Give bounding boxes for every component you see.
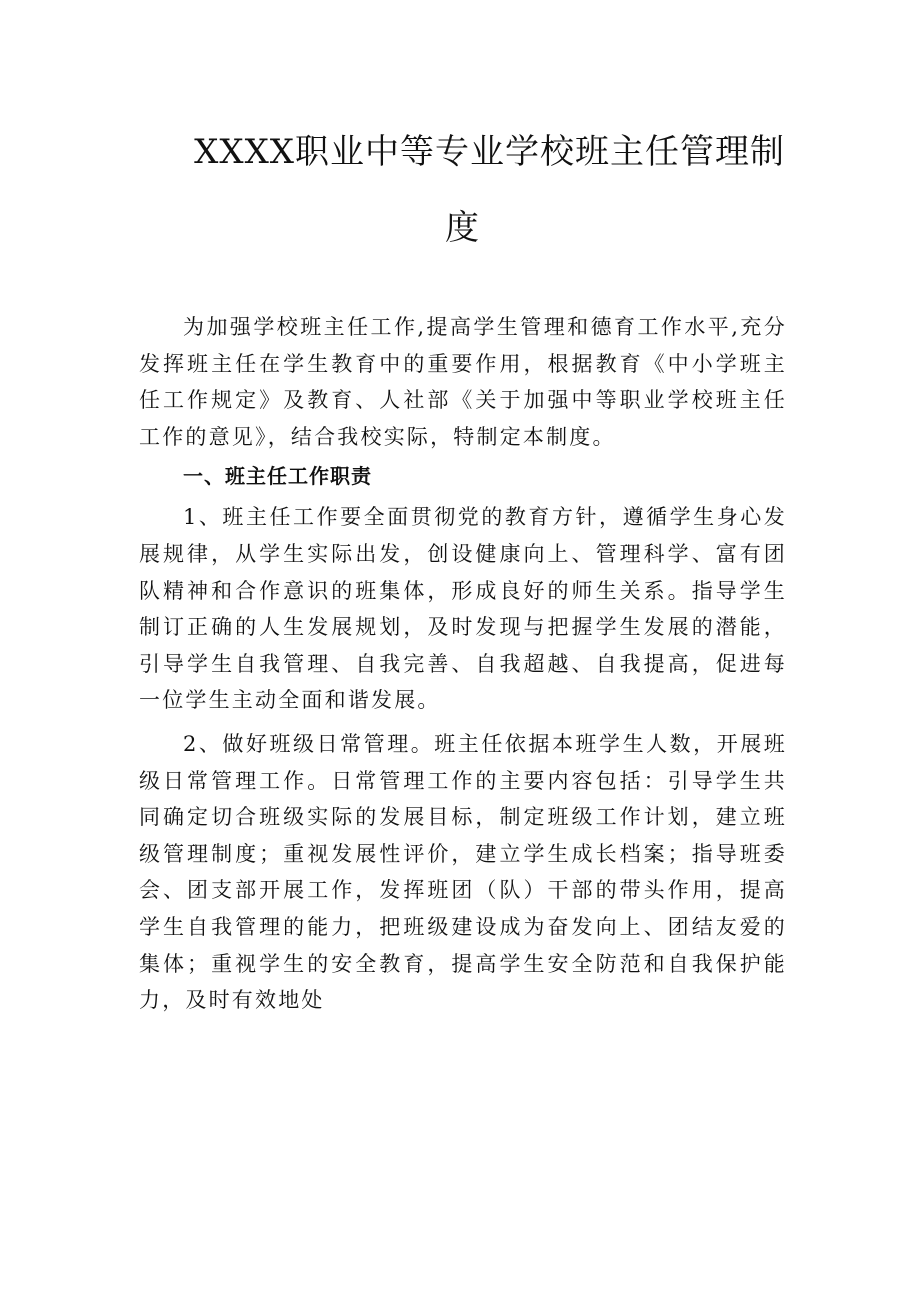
section-heading-duties: 一、班主任工作职责 bbox=[183, 464, 372, 489]
intro-paragraph: 为加强学校班主任工作,提高学生管理和德育工作水平,充分发挥班主任在学生教育中的重要作用，根据教育《中小学班主任工作规定》及教育、人社部《关于加强中等职业学校班主任工作的意见》，结合我校实际，特制定本制度。 bbox=[139, 315, 787, 449]
document-title-line-1: XXXX职业中等专业学校班主任管理制 bbox=[194, 132, 785, 172]
document-body bbox=[139, 309, 787, 1019]
document-title-line-2: 度 bbox=[445, 208, 480, 248]
duty-item-2: 2、做好班级日常管理。班主任依据本班学生人数，开展班级日常管理工作。日常管理工作的主要内容包括：引导学生共同确定切合班级实际的发展目标，制定班级工作计划，建立班级管理制度；重视发展性评价，建立学生成长档案；指导班委会、团支部开展工作，发挥班团（队）干部的带头作用，提高学生自我管理的能力，把班级建设成为奋发向上、团结友爱的集体；重视学生的安全教育，提高学生安全防范和自我保护能力，及时有效地处 bbox=[139, 731, 787, 1013]
duty-item-1: 1、班主任工作要全面贯彻党的教育方针，遵循学生身心发展规律，从学生实际出发，创设健康向上、管理科学、富有团队精神和合作意识的班集体，形成良好的师生关系。指导学生制订正确的人生发展规划，及时发现与把握学生发展的潜能，引导学生自我管理、自我完善、自我超越、自我提高，促进每一位学生主动全面和谐发展。 bbox=[139, 505, 787, 713]
